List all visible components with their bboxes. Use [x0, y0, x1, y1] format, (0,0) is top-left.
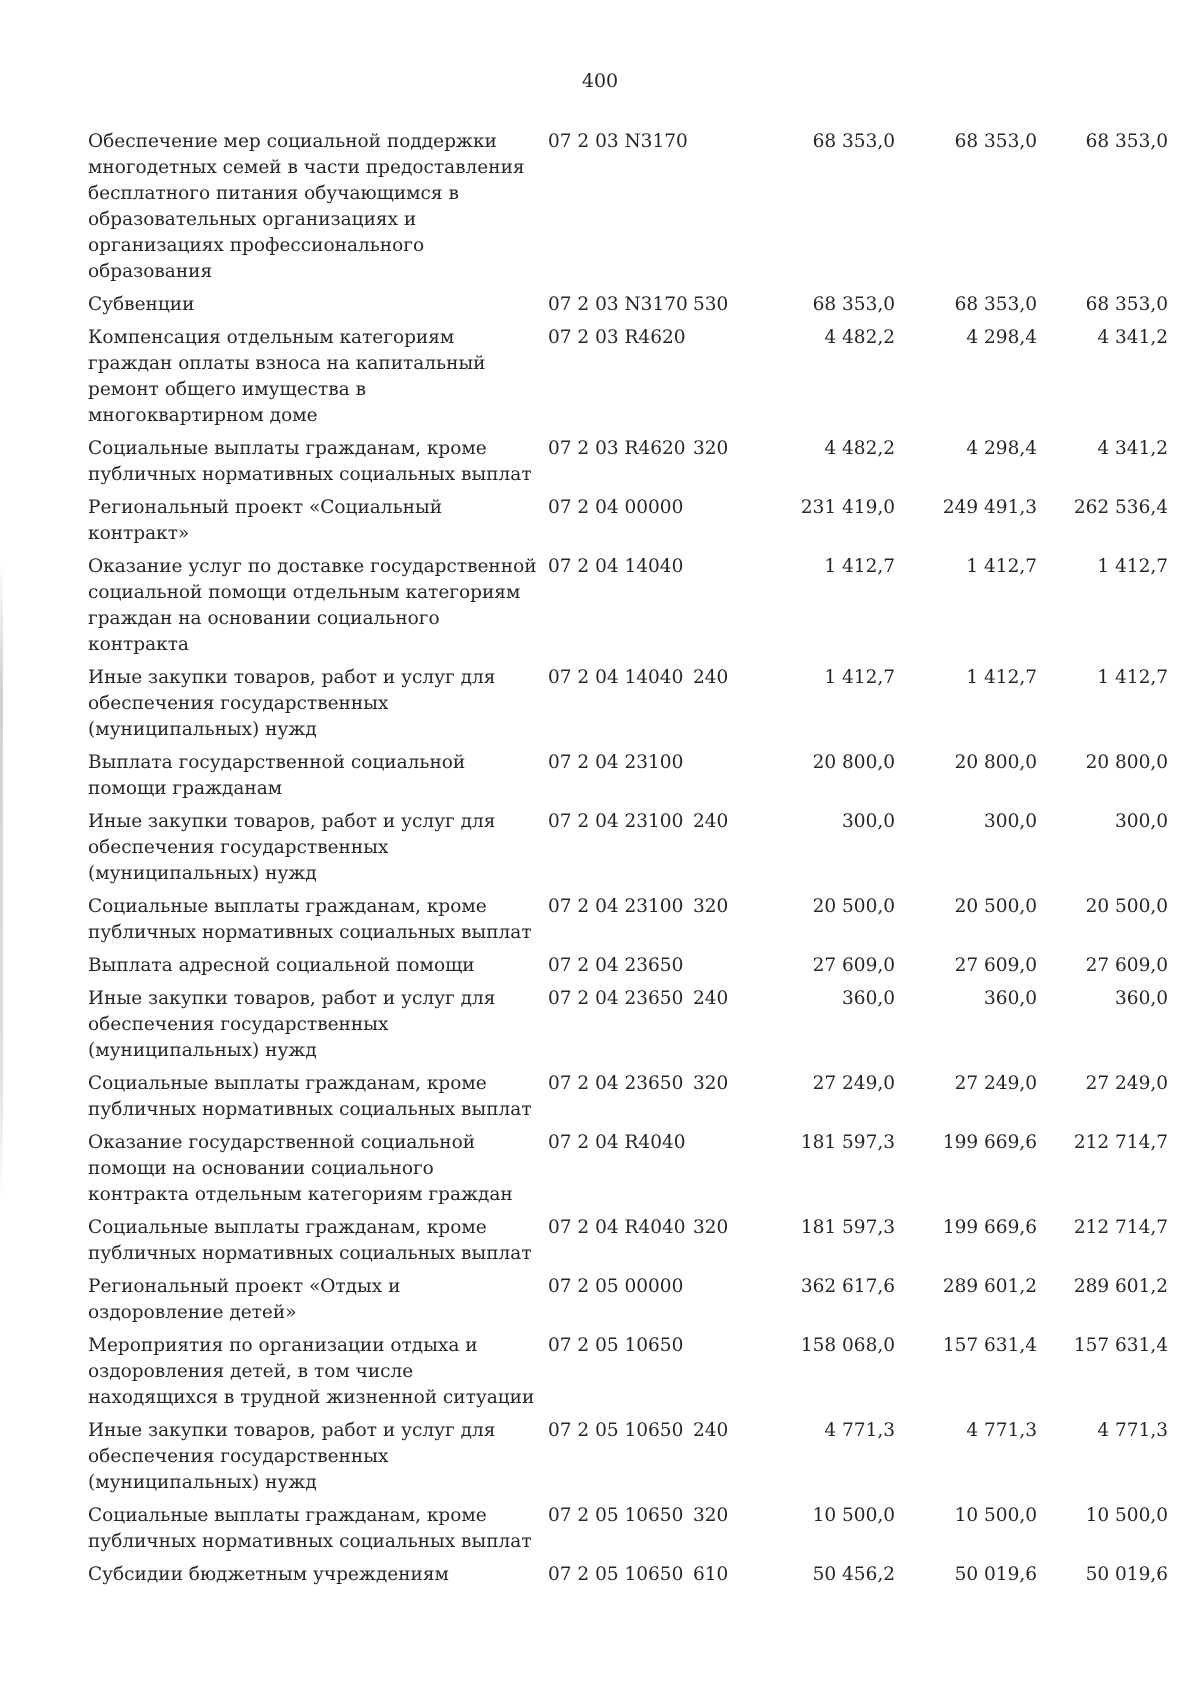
table-row	[88, 495, 1168, 547]
row-name: Компенсация отдельным категориям граждан оплаты взноса на капитальный ремонт общего имущества в многоквартирном доме	[88, 327, 486, 426]
row-value-2: 199 669,6	[942, 1217, 1037, 1238]
row-code: 07 2 05 00000	[548, 1276, 684, 1297]
row-value-2: 27 609,0	[954, 955, 1037, 976]
row-value-1: 4 771,3	[824, 1420, 895, 1441]
row-name: Выплата государственной социальной помощи гражданам	[88, 752, 466, 799]
row-value-1: 20 500,0	[812, 896, 895, 917]
table-row	[88, 554, 1168, 658]
row-code: 07 2 05 10650	[548, 1335, 684, 1356]
row-value-3: 4 341,2	[1097, 327, 1168, 348]
table-row	[88, 750, 1168, 802]
row-value-1: 27 609,0	[812, 955, 895, 976]
row-value-1: 68 353,0	[812, 131, 895, 152]
row-value-3: 50 019,6	[1085, 1564, 1168, 1585]
row-name: Региональный проект «Отдых и оздоровление детей»	[88, 1276, 401, 1323]
row-value-3: 4 771,3	[1097, 1420, 1168, 1441]
row-value-2: 1 412,7	[966, 667, 1037, 688]
row-value-2: 289 601,2	[942, 1276, 1037, 1297]
table-row	[88, 1562, 1168, 1588]
row-name: Иные закупки товаров, работ и услуг для обеспечения государственных (муниципальных) нужд	[88, 1420, 496, 1493]
row-value-2: 4 771,3	[966, 1420, 1037, 1441]
row-code: 07 2 04 14040	[548, 667, 684, 688]
row-value-1: 10 500,0	[812, 1505, 895, 1526]
table-row	[88, 1130, 1168, 1208]
row-name: Выплата адресной социальной помощи	[88, 955, 475, 976]
row-name: Социальные выплаты гражданам, кроме публичных нормативных социальных выплат	[88, 1217, 532, 1264]
row-value-3: 27 249,0	[1085, 1073, 1168, 1094]
scan-edge-shadow	[0, 560, 3, 1200]
row-expense-type: 240	[693, 1420, 729, 1441]
row-name: Субсидии бюджетным учреждениям	[88, 1564, 449, 1585]
row-value-3: 212 714,7	[1073, 1217, 1168, 1238]
row-name: Субвенции	[88, 294, 195, 315]
row-name: Иные закупки товаров, работ и услуг для обеспечения государственных (муниципальных) нужд	[88, 811, 496, 884]
row-value-2: 249 491,3	[942, 497, 1037, 518]
row-code: 07 2 03 N3170	[548, 294, 688, 315]
row-expense-type: 240	[693, 988, 729, 1009]
row-value-3: 27 609,0	[1085, 955, 1168, 976]
row-name: Социальные выплаты гражданам, кроме публичных нормативных социальных выплат	[88, 1073, 532, 1120]
table-row	[88, 1071, 1168, 1123]
row-code: 07 2 04 00000	[548, 497, 684, 518]
row-value-1: 181 597,3	[800, 1217, 895, 1238]
table-row	[88, 292, 1168, 318]
row-value-2: 360,0	[984, 988, 1037, 1009]
row-expense-type: 610	[693, 1564, 729, 1585]
row-expense-type: 240	[693, 811, 729, 832]
row-value-2: 68 353,0	[954, 131, 1037, 152]
row-code: 07 2 04 23650	[548, 988, 684, 1009]
table-row	[88, 1418, 1168, 1496]
row-value-1: 362 617,6	[800, 1276, 895, 1297]
page-number: 400	[581, 70, 619, 92]
row-name: Региональный проект «Социальный контракт»	[88, 497, 443, 544]
row-value-2: 199 669,6	[942, 1132, 1037, 1153]
row-value-3: 4 341,2	[1097, 438, 1168, 459]
row-value-1: 20 800,0	[812, 752, 895, 773]
row-value-1: 231 419,0	[800, 497, 895, 518]
row-name: Иные закупки товаров, работ и услуг для обеспечения государственных (муниципальных) нужд	[88, 988, 496, 1061]
row-value-1: 4 482,2	[824, 438, 895, 459]
row-value-1: 360,0	[842, 988, 895, 1009]
row-name: Оказание государственной социальной помощи на основании социального контракта отдельным категориям граждан	[88, 1132, 513, 1205]
table-row	[88, 1333, 1168, 1411]
row-value-2: 10 500,0	[954, 1505, 1037, 1526]
row-name: Мероприятия по организации отдыха и оздоровления детей, в том числе находящихся в трудной жизненной ситуации	[88, 1335, 535, 1408]
row-value-3: 20 500,0	[1085, 896, 1168, 917]
row-value-2: 50 019,6	[954, 1564, 1037, 1585]
row-value-2: 157 631,4	[942, 1335, 1037, 1356]
row-expense-type: 320	[693, 1073, 729, 1094]
table-row	[88, 1503, 1168, 1555]
row-value-2: 20 800,0	[954, 752, 1037, 773]
table-row	[88, 1215, 1168, 1267]
table-row	[88, 809, 1168, 887]
row-code: 07 2 04 R4040	[548, 1217, 686, 1238]
row-value-3: 262 536,4	[1073, 497, 1168, 518]
table-row	[88, 129, 1168, 285]
row-value-3: 10 500,0	[1085, 1505, 1168, 1526]
row-name: Оказание услуг по доставке государственной социальной помощи отдельным категориям граждан на основании социального контракта	[88, 556, 537, 655]
row-code: 07 2 04 R4040	[548, 1132, 686, 1153]
row-expense-type: 320	[693, 1505, 729, 1526]
table-row	[88, 325, 1168, 429]
row-code: 07 2 04 23100	[548, 811, 684, 832]
row-expense-type: 320	[693, 896, 729, 917]
row-value-1: 181 597,3	[800, 1132, 895, 1153]
row-value-1: 1 412,7	[824, 667, 895, 688]
row-value-3: 212 714,7	[1073, 1132, 1168, 1153]
row-code: 07 2 05 10650	[548, 1505, 684, 1526]
row-expense-type: 320	[693, 438, 729, 459]
row-value-3: 20 800,0	[1085, 752, 1168, 773]
table-row	[88, 436, 1168, 488]
row-value-3: 68 353,0	[1085, 131, 1168, 152]
row-value-1: 1 412,7	[824, 556, 895, 577]
row-name: Социальные выплаты гражданам, кроме публичных нормативных социальных выплат	[88, 896, 532, 943]
row-expense-type: 320	[693, 1217, 729, 1238]
row-value-3: 360,0	[1115, 988, 1168, 1009]
row-value-3: 68 353,0	[1085, 294, 1168, 315]
row-code: 07 2 03 R4620	[548, 438, 686, 459]
table-row	[88, 1274, 1168, 1326]
table-row	[88, 894, 1168, 946]
row-expense-type: 240	[693, 667, 729, 688]
row-value-2: 20 500,0	[954, 896, 1037, 917]
table-row	[88, 665, 1168, 743]
row-value-3: 157 631,4	[1073, 1335, 1168, 1356]
row-code: 07 2 04 14040	[548, 556, 684, 577]
row-value-1: 50 456,2	[812, 1564, 895, 1585]
row-code: 07 2 03 R4620	[548, 327, 686, 348]
row-code: 07 2 05 10650	[548, 1420, 684, 1441]
row-value-2: 4 298,4	[966, 327, 1037, 348]
row-value-1: 27 249,0	[812, 1073, 895, 1094]
table-row	[88, 986, 1168, 1064]
row-name: Социальные выплаты гражданам, кроме публичных нормативных социальных выплат	[88, 1505, 532, 1552]
row-name: Иные закупки товаров, работ и услуг для обеспечения государственных (муниципальных) нужд	[88, 667, 496, 740]
row-name: Социальные выплаты гражданам, кроме публичных нормативных социальных выплат	[88, 438, 532, 485]
row-code: 07 2 04 23100	[548, 896, 684, 917]
budget-table	[88, 129, 1168, 1595]
row-code: 07 2 04 23650	[548, 955, 684, 976]
row-expense-type: 530	[693, 294, 729, 315]
row-value-3: 300,0	[1115, 811, 1168, 832]
row-value-1: 68 353,0	[812, 294, 895, 315]
row-value-1: 158 068,0	[800, 1335, 895, 1356]
row-value-2: 1 412,7	[966, 556, 1037, 577]
row-value-3: 1 412,7	[1097, 667, 1168, 688]
row-name: Обеспечение мер социальной поддержки многодетных семей в части предоставления бесплатного питания обучающимся в образовательных организациях и организациях профессионального образования	[88, 131, 525, 282]
row-value-1: 4 482,2	[824, 327, 895, 348]
row-code: 07 2 04 23650	[548, 1073, 684, 1094]
row-value-2: 300,0	[984, 811, 1037, 832]
row-value-3: 289 601,2	[1073, 1276, 1168, 1297]
row-code: 07 2 05 10650	[548, 1564, 684, 1585]
table-row	[88, 953, 1168, 979]
row-code: 07 2 03 N3170	[548, 131, 688, 152]
row-code: 07 2 04 23100	[548, 752, 684, 773]
row-value-2: 27 249,0	[954, 1073, 1037, 1094]
row-value-1: 300,0	[842, 811, 895, 832]
row-value-2: 4 298,4	[966, 438, 1037, 459]
row-value-2: 68 353,0	[954, 294, 1037, 315]
row-value-3: 1 412,7	[1097, 556, 1168, 577]
